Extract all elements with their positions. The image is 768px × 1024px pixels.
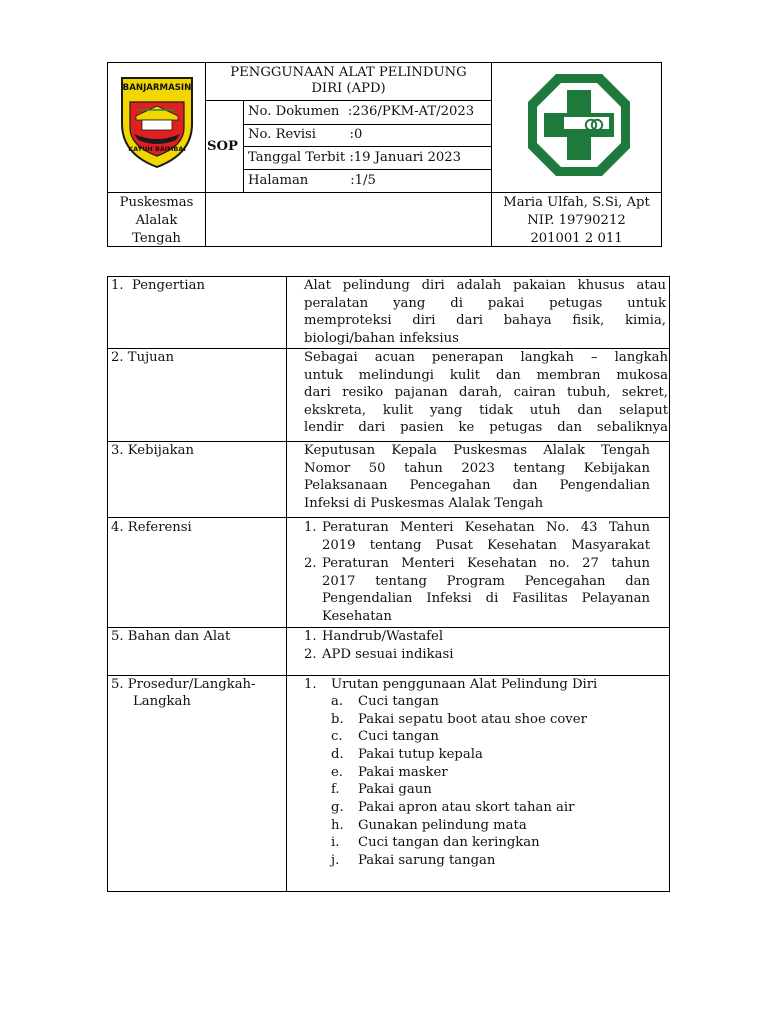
issue-date: Tanggal Terbit :19 Januari 2023 [248,150,462,165]
step-text: Pakai gaun [358,782,432,797]
section-label-tujuan: 2. Tujuan [111,350,175,365]
section-label-bahan-alat: 5. Bahan dan Alat [111,629,231,644]
step-letter: a. [331,694,344,709]
text-line: Nomor 50 tahun 2023 tentang Kebijakan [304,460,650,476]
text-line: peralatan yang di pakai petugas untuk [304,295,666,311]
procedure-heading: Urutan penggunaan Alat Pelindung Diri [331,677,598,692]
step-letter: h. [331,818,344,833]
text-line: Kesehatan [322,608,392,624]
text-line: Peraturan Menteri Kesehatan no. 27 tahun [322,556,650,571]
document-title-line-1: PENGGUNAAN ALAT PELINDUNG [230,65,467,80]
signer-nip-line-2: 201001 2 011 [530,231,623,246]
list-number: 2. [304,647,317,662]
section-label-prosedur: 5. Prosedur/Langkah- [111,677,256,692]
logo-bottom-text: KAYUH BAIMBAI [128,145,186,153]
section-label-kebijakan: 3. Kebijakan [111,443,195,458]
step-text: Cuci tangan [358,694,439,709]
org-name-line-3: Tengah [132,231,181,246]
step-letter: c. [331,729,343,744]
text-line: untuk melindungi kulit dan membran mukosa [304,367,668,383]
org-name-line-2: Alalak [135,213,178,228]
step-letter: j. [331,853,340,868]
step-text: Pakai sepatu boot atau shoe cover [358,712,587,727]
banjarmasin-emblem-logo [118,72,196,170]
list-item: Handrub/Wastafel [322,629,444,644]
step-letter: b. [331,712,344,727]
step-letter: d. [331,747,344,762]
text-line: Pengendalian Infeksi di Fasilitas Pelayanan [322,591,650,607]
text-line: ekskreta, kulit yang tidak utuh dan selaput [304,402,668,418]
step-letter: f. [331,782,340,797]
list-item: APD sesuai indikasi [322,647,454,662]
step-text: Gunakan pelindung mata [358,818,527,833]
text-line: Pelaksanaan Pencegahan dan Pengendalian [304,478,650,494]
text-line: Sebagai acuan penerapan langkah – langkah [304,350,668,365]
text-line: 2019 tentang Pusat Kesehatan Masyarakat [322,537,650,553]
step-text: Cuci tangan dan keringkan [358,835,540,850]
text-line: lendir dari pasien ke petugas dan sebaliknya [304,420,668,436]
puskesmas-logo [524,70,634,180]
text-line: 2017 tentang Program Pencegahan dan [322,573,650,589]
step-text: Pakai apron atau skort tahan air [358,800,575,815]
text-line: biologi/bahan infeksius [304,330,459,346]
org-name-line-1: Puskesmas [119,195,194,210]
section-label-prosedur-cont: Langkah [133,694,191,709]
reference-item-1 [322,519,650,554]
text-line: Infeksi di Puskesmas Alalak Tengah [304,495,544,511]
text-line: memproteksi diri dari bahaya fisik, kimia, [304,313,666,329]
revision-number: No. Revisi :0 [248,127,363,142]
text-line: Alat pelindung diri adalah pakaian khusus atau [304,278,666,293]
section-body-kebijakan [304,442,650,512]
list-number: 1. [304,520,317,535]
document-number: No. Dokumen :236/PKM-AT/2023 [248,104,475,119]
step-letter: i. [331,835,340,850]
document-title-line-2: DIRI (APD) [311,81,386,96]
text-line: dari resiko pajanan darah, cairan tubuh, sekret, [304,385,668,401]
page-number: Halaman :1/5 [248,173,376,188]
section-label-pengertian: 1. Pengertian [111,278,205,293]
section-body-tujuan [304,349,668,437]
section-label-referensi: 4. Referensi [111,520,192,535]
signer-nip-line-1: NIP. 19790212 [527,213,626,228]
reference-item-2 [322,555,650,625]
list-number: 1. [304,677,317,692]
section-body-pengertian [304,277,666,347]
sop-label: SOP [207,139,238,154]
list-number: 1. [304,629,317,644]
logo-top-text: BANJARMASIN [122,83,192,93]
step-letter: e. [331,765,343,780]
list-number: 2. [304,556,317,571]
signer-name: Maria Ulfah, S.Si, Apt [503,195,650,210]
text-line: Peraturan Menteri Kesehatan No. 43 Tahun [322,520,650,535]
step-text: Pakai sarung tangan [358,853,496,868]
step-text: Pakai tutup kepala [358,747,483,762]
step-letter: g. [331,800,344,815]
step-text: Pakai masker [358,765,448,780]
text-line: Keputusan Kepala Puskesmas Alalak Tengah [304,443,650,458]
step-text: Cuci tangan [358,729,439,744]
